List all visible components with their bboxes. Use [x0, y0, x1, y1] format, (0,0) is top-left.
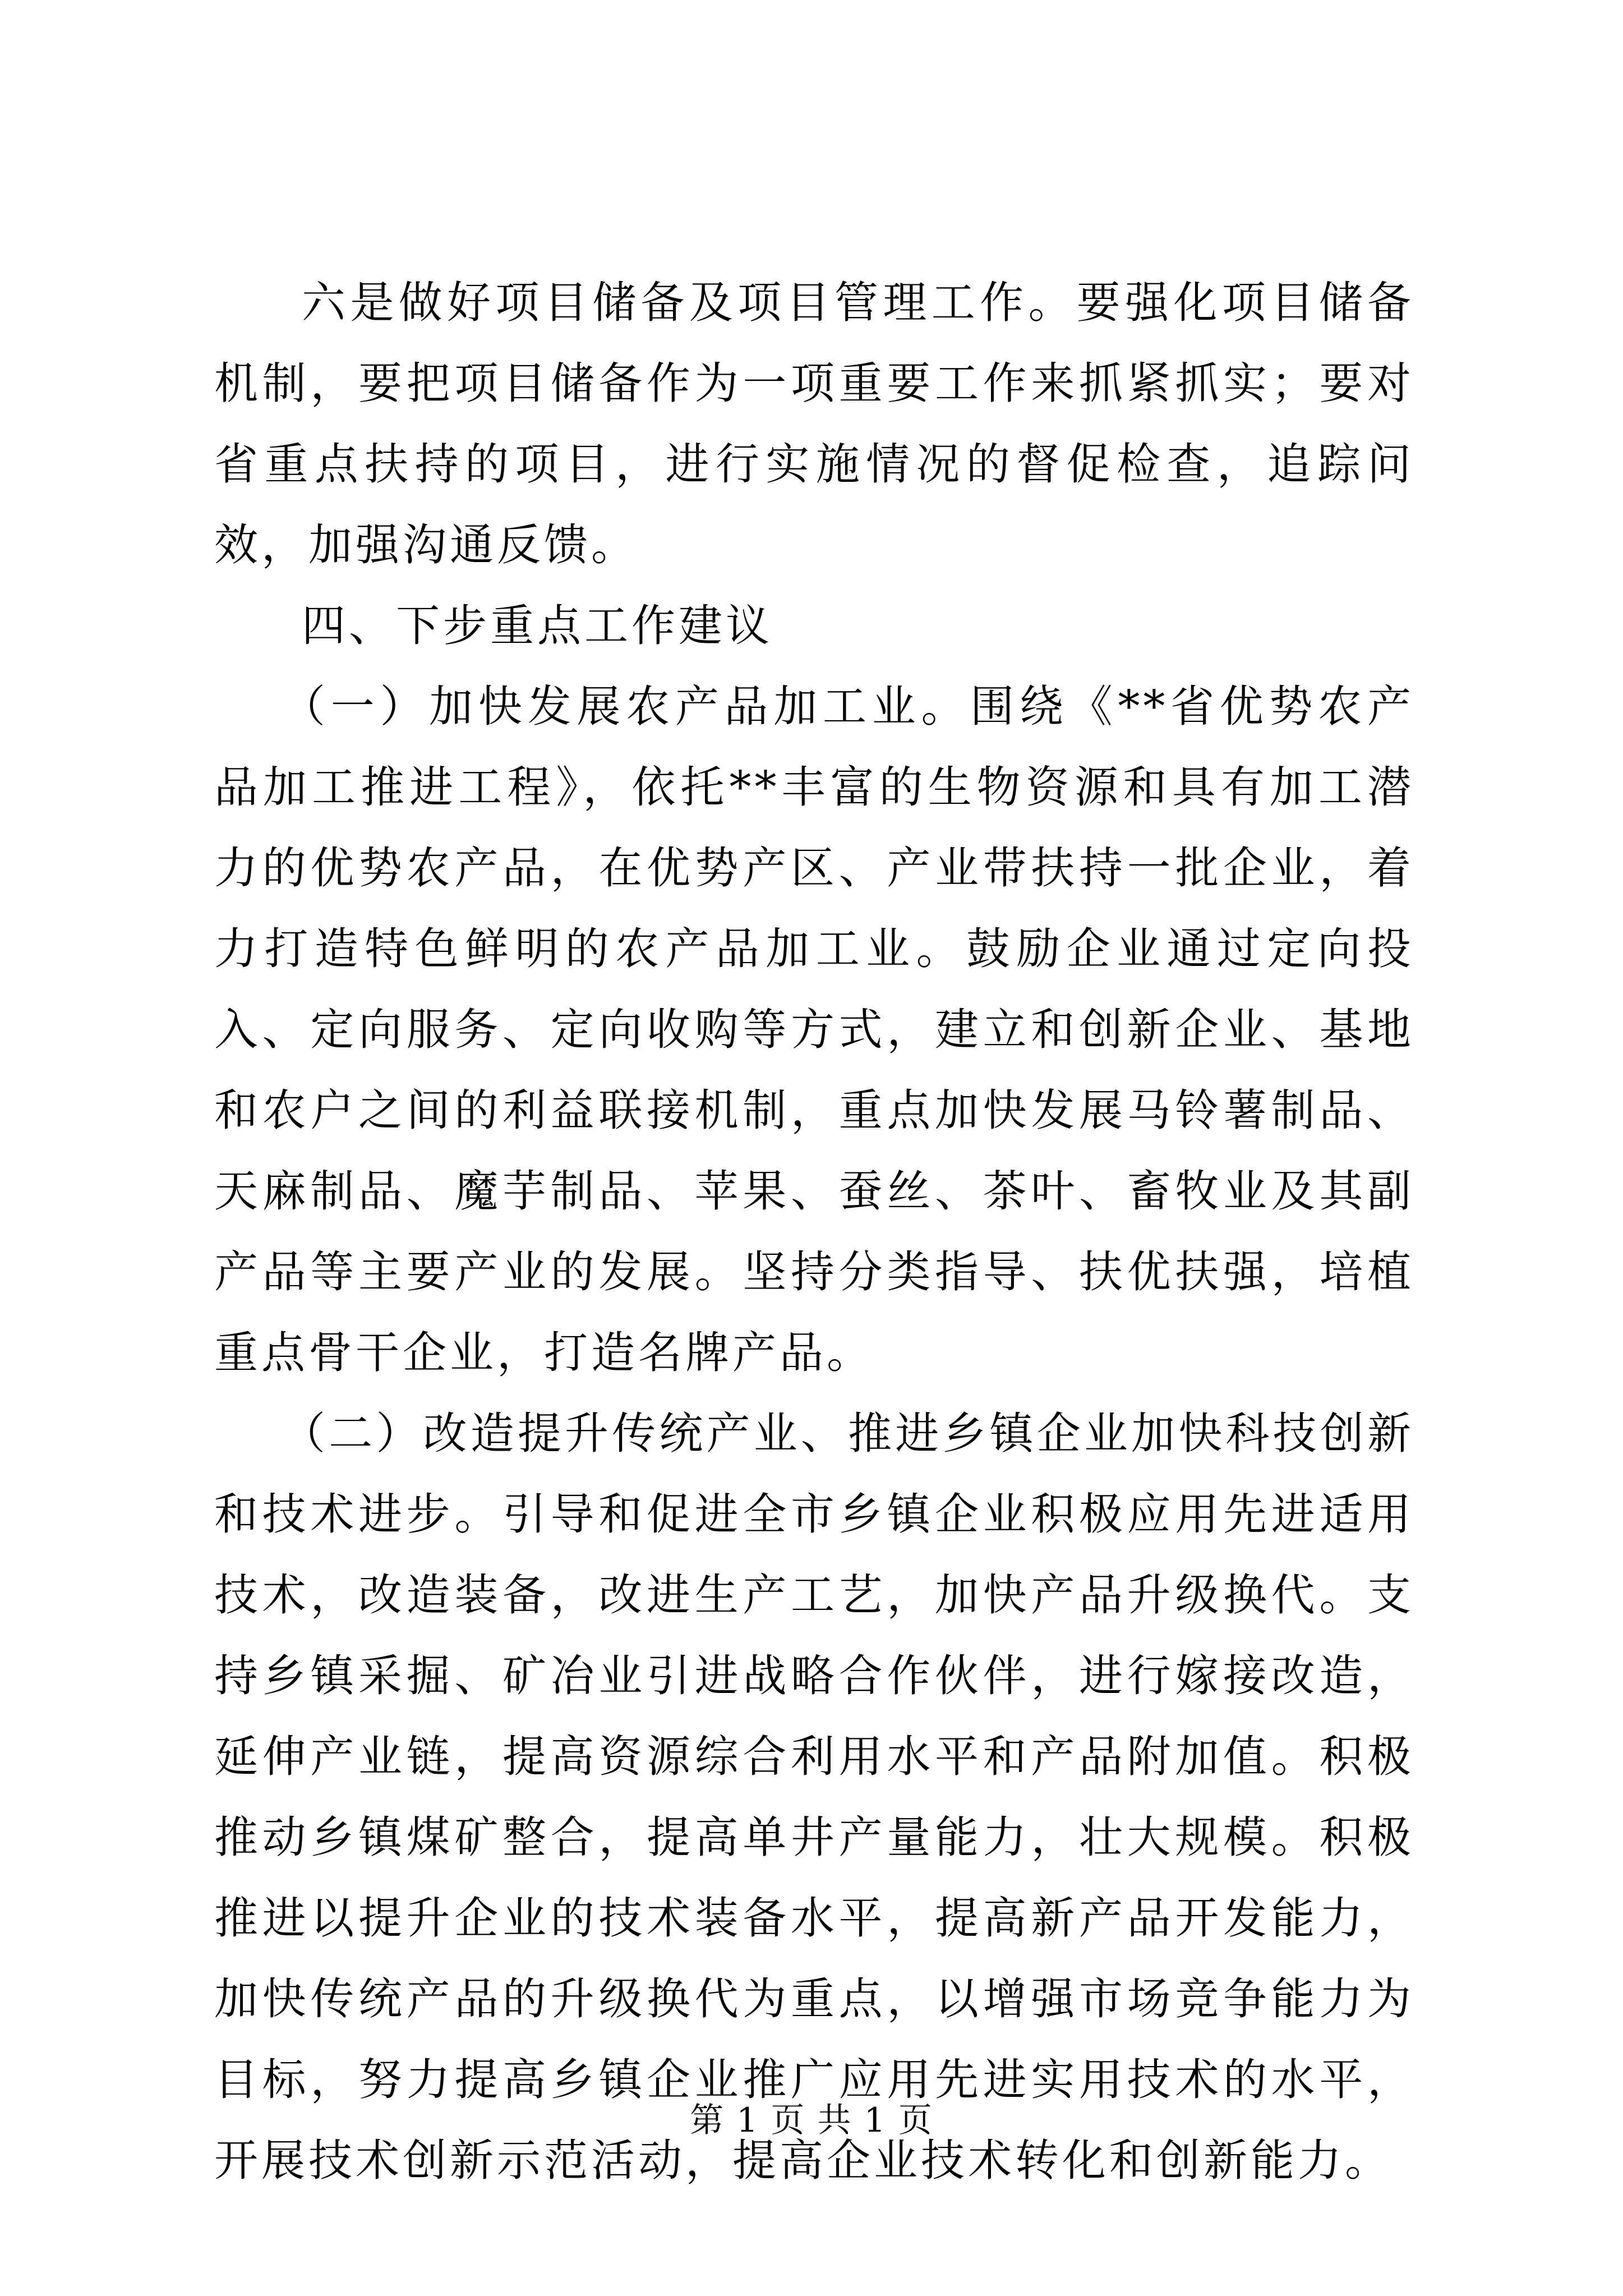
- paragraph-project-reserve: 六是做好项目储备及项目管理工作。要强化项目储备机制，要把项目储备作为一项重要工作来抓紧抓实；要对省重点扶持的项目，进行实施情况的督促检查，追踪问效，加强沟通反馈。: [214, 278, 1414, 570]
- paragraph-agri-processing: （一）加快发展农产品加工业。围绕《**省优势农产品加工推进工程》，依托**丰富的生物资源和具有加工潜力的优势农产品，在优势产区、产业带扶持一批企业，着力打造特色鲜明的农产品加工业。鼓励企业通过定向投入、定向服务、定向收购等方式，建立和创新企业、基地和农户之间的利益联接机制，重点加快发展马铃薯制品、天麻制品、魔芋制品、苹果、蚕丝、茶叶、畜牧业及其副产品等主要产业的发展。坚持分类指导、扶优扶强，培植重点骨干企业，打造名牌产品。: [214, 682, 1414, 1378]
- document-body: [214, 263, 1414, 2201]
- page-footer: 第 1 页 共 1 页: [690, 2101, 933, 2140]
- section-heading-next-steps: 四、下步重点工作建议: [302, 601, 773, 651]
- paragraph-traditional-industry: （二）改造提升传统产业、推进乡镇企业加快科技创新和技术进步。引导和促进全市乡镇企业积极应用先进适用技术，改造装备，改进生产工艺，加快产品升级换代。支持乡镇采掘、矿冶业引进战略合作伙伴，进行嫁接改造，延伸产业链，提高资源综合利用水平和产品附加值。积极推动乡镇煤矿整合，提高单井产量能力，壮大规模。积极推进以提升企业的技术装备水平，提高新产品开发能力，加快传统产品的升级换代为重点，以增强市场竞争能力为目标，努力提高乡镇企业推广应用先进实用技术的水平，开展技术创新示范活动，提高企业技术转化和创新能力。: [214, 1409, 1414, 2186]
